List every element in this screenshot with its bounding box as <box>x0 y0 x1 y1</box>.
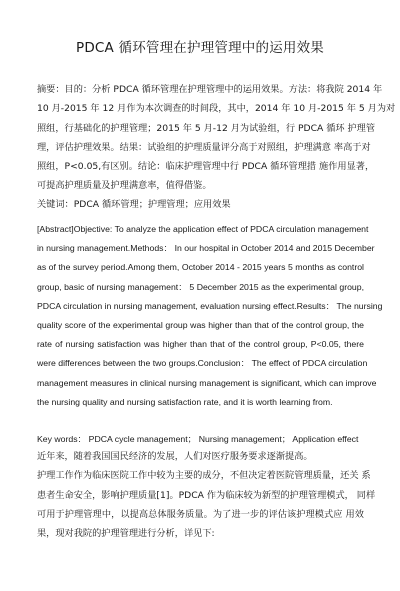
abstract-en-line: as of the survey period.Among them, October 2014 - 2015 years 5 months as control <box>37 262 364 273</box>
keywords-chinese <box>37 195 364 214</box>
abstract-english <box>37 220 383 412</box>
abstract-cn-line: 照组，P<0.05,有区别。结论：临床护理管理中行 PDCA 循环管理措 施作用显著， <box>37 161 375 173</box>
paper-title: PDCA 循环管理在护理管理中的运用效果 <box>76 40 324 56</box>
abstract-en-line: the nursing quality and nursing satisfaction rate, and it is worth learning from. <box>37 396 333 407</box>
abstract-cn-line: 照组，行基础化的护理管理；2015 年 5 月-12 月为试验组，行 PDCA 循环 护理管 <box>37 122 376 134</box>
abstract-en-line: PDCA circulation in nursing management, evaluation nursing effect.Results： The nursing <box>37 300 383 311</box>
body-line: 护理工作作为临床医院工作中较为主要的成分，不但决定着医院管理质量，还关 系 <box>37 470 371 482</box>
abstract-cn-line: 10 月-2015 年 12 月作为本次调查的时间段，其中，2014 年 10 月-2015 年 5 月为对 <box>37 103 396 115</box>
abstract-cn-line: 可提高护理质量及护理满意率，值得借鉴。 <box>37 180 212 192</box>
abstract-en-line: in nursing management.Methods： In our hospital in October 2014 and 2015 December <box>37 243 375 254</box>
body-line: 果，现对我院的护理管理进行分析，详见下: <box>37 528 215 540</box>
abstract-cn-line: 摘要：目的：分析 PDCA 循环管理在护理管理中的运用效果。方法：将我院 2014 年 <box>37 84 383 95</box>
body-text <box>37 447 376 543</box>
body-line: 近年来，随着我国国民经济的发展，人们对医疗服务要求逐渐提高。 <box>37 451 313 462</box>
body-line: 可用于护理管理中，以提高总体服务质量。为了进一步的评估该护理模式应 用效 <box>37 508 364 520</box>
abstract-en-line: group, basic of nursing management： 5 December 2015 as the experimental group, <box>37 281 364 292</box>
abstract-en-line: were differences between the two groups.Conclusion： The effect of PDCA circulation <box>37 358 368 369</box>
abstract-chinese <box>37 80 396 196</box>
abstract-en-line: quality score of the experimental group was higher than that of the control group, the <box>37 319 364 330</box>
keywords-en-line: Key words： PDCA cycle management； Nursing management； Application effect <box>37 434 359 444</box>
abstract-en-line: [Abstract]Objective: To analyze the application effect of PDCA circulation management <box>37 224 369 234</box>
body-line: 患者生命安全，影响护理质量[1]。PDCA 作为临床较为新型的护理管理模式， 同样 <box>37 489 376 501</box>
abstract-cn-line: 理，评估护理效果。结果：试验组的护理质量评分高于对照组，护理满意 率高于对 <box>37 141 371 153</box>
abstract-en-line: rate of nursing satisfaction was higher than that of the control group, P<0.05, there <box>37 339 364 350</box>
abstract-en-line: management measures in clinical nursing management is significant, which can improve <box>37 377 377 388</box>
keywords-cn-line: 关键词：PDCA 循环管理；护理管理；应用效果 <box>37 199 231 210</box>
